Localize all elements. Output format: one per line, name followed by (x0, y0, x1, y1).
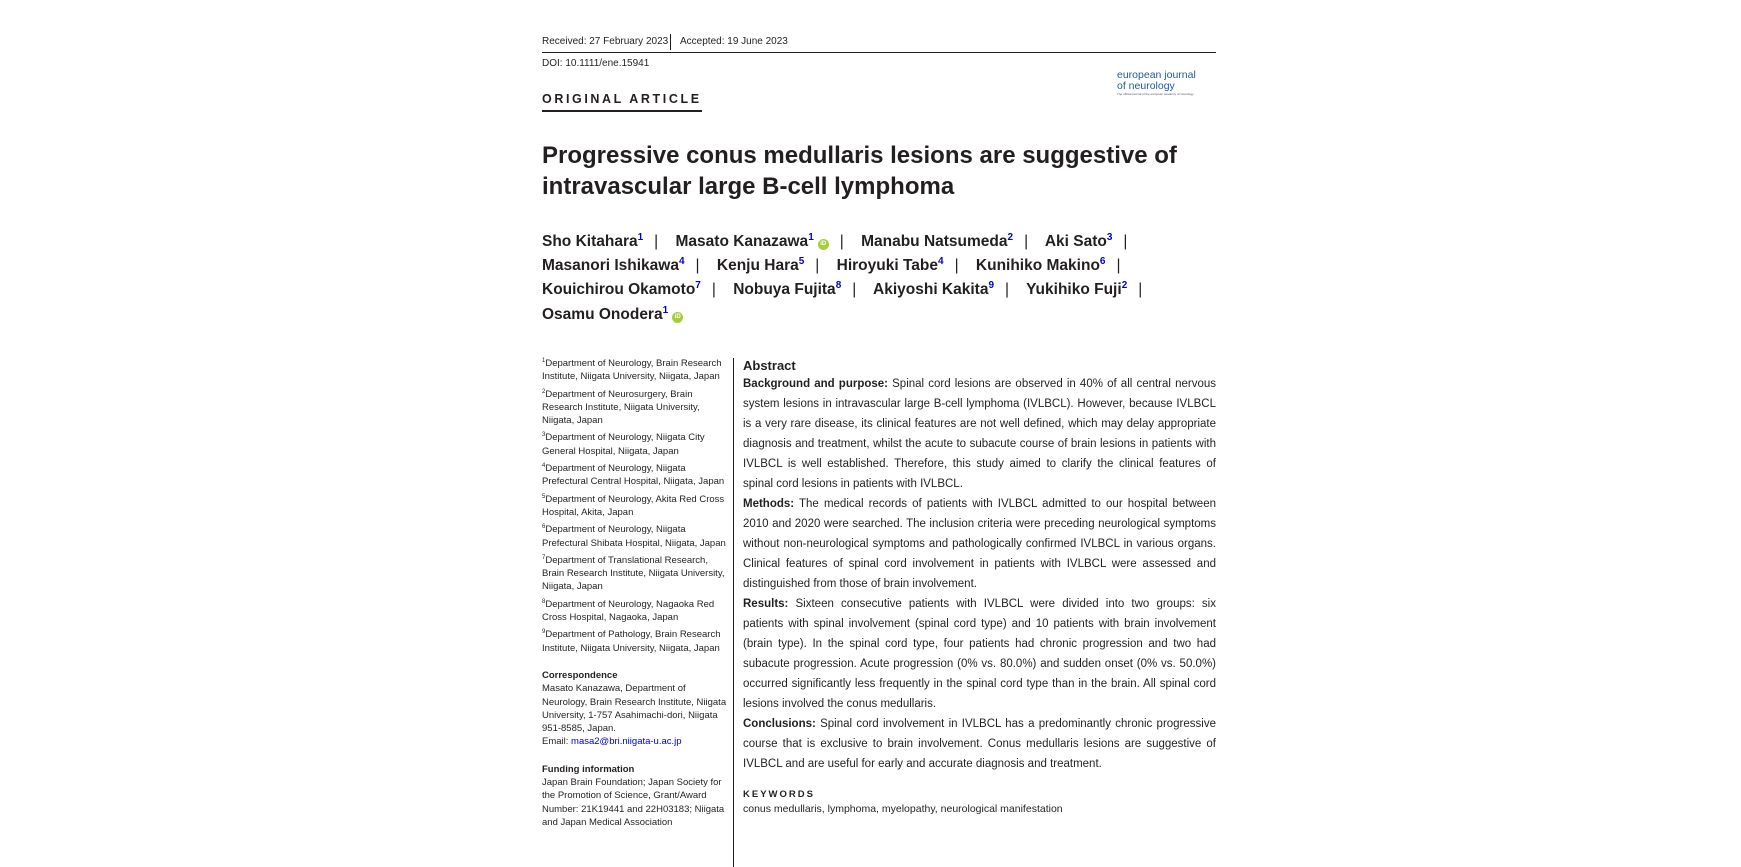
affiliation: $^5$Department of Neurology, Akita Red Cross Hospital, Akita, Japan (542, 493, 725, 518)
author[interactable]: Kunihiko Makino$^6$ (975, 256, 1106, 275)
author[interactable]: Osamu Onodera$^1$iD (542, 306, 683, 323)
article-info-column (542, 357, 727, 829)
author-separator: | (1123, 233, 1128, 250)
date-divider (670, 34, 671, 50)
author-list (542, 230, 1222, 327)
author-affiliation-ref[interactable]: 5 (798, 256, 805, 268)
author-separator: | (695, 257, 700, 275)
author-affiliation-ref[interactable]: 1 (808, 232, 814, 243)
received-accepted-bar (542, 34, 1216, 53)
author-affiliation-ref[interactable]: 4 (938, 256, 944, 268)
author[interactable]: Masanori Ishikawa$^4$ (542, 256, 685, 275)
author-separator: | (711, 281, 716, 299)
author[interactable]: Manabu Natsumeda$^2$ (861, 232, 1014, 250)
author-separator: | (815, 257, 820, 275)
author[interactable]: Sho Kitahara$^1$ (542, 232, 644, 250)
author-separator: | (839, 233, 844, 250)
author-affiliation-ref[interactable]: 2 (1121, 280, 1128, 292)
author-affiliation-ref[interactable]: 1 (662, 304, 669, 316)
orcid-icon[interactable]: iD (818, 239, 829, 250)
author-affiliation-ref[interactable]: 1 (637, 232, 644, 243)
author-separator: | (1005, 281, 1010, 299)
author[interactable]: Kenju Hara$^5$ (716, 256, 805, 275)
funding-text: Japan Brain Foundation; Japan Society for the Promotion of Science, Grant/Award Number: 21K19441 and 22H03183; Niigata and Japan Medical Association (542, 777, 725, 828)
author-separator: | (1138, 281, 1143, 299)
author[interactable]: Masato Kanazawa$^1$iD (676, 233, 829, 250)
author-affiliation-ref[interactable]: 2 (1007, 232, 1014, 243)
author[interactable]: Akiyoshi Kakita$^9$ (873, 280, 995, 299)
correspondence-email-line: Email: masa2@bri.niigata-u.ac.jp (542, 736, 682, 748)
author[interactable]: Yukihiko Fuji$^2$ (1026, 280, 1128, 299)
affiliation: $^3$Department of Neurology, Niigata City General Hospital, Niigata, Japan (542, 432, 705, 457)
author-affiliation-ref[interactable]: 3 (1106, 232, 1113, 243)
author-affiliation-ref[interactable]: 6 (1099, 256, 1106, 268)
affiliation: $^1$Department of Neurology, Brain Research Institute, Niigata University, Niigata, Japan (542, 358, 722, 383)
affiliation: $^4$Department of Neurology, Niigata Prefectural Central Hospital, Niigata, Japan (542, 463, 725, 488)
journal-name-line2: of neurology (1117, 80, 1175, 92)
affiliation: $^6$Department of Neurology, Niigata Prefectural Shibata Hospital, Niigata, Japan (542, 524, 726, 549)
keywords: conus medullaris, lymphoma, myelopathy, neurological manifestation (743, 803, 1063, 815)
author-separator: | (852, 281, 857, 299)
abstract-methods: Methods: The medical records of patients with IVLBCL admitted to our hospital between 2010 and 2020 were searched. The inclusion criteria were preceding neurological symptoms without non-neurological symptoms and pathologically confirmed IVLBCL in various organs. Clinical features of spinal cord involvement in patients with IVLBCL were assessed and distinguished from those of brain involvement. (743, 498, 1216, 590)
keywords-heading: KEYWORDS (743, 789, 815, 800)
funding-label: Funding information (542, 763, 635, 775)
abstract-conclusions: Conclusions: Spinal cord involvement in IVLBCL has a predominantly chronic progressive course that is exclusive to brain involvement. Conus medullaris lesions are suggestive of IVLBCL and are useful for early and accurate diagnosis and treatment. (743, 718, 1216, 770)
received-date: Received: 27 February 2023 (542, 36, 669, 47)
correspondence-label: Correspondence (542, 669, 618, 681)
journal-logo[interactable] (1117, 70, 1217, 100)
article-title: Progressive conus medullaris lesions are suggestive of intravascular large B-cell lymphoma (542, 142, 1177, 200)
author[interactable]: Hiroyuki Tabe$^4$ (836, 256, 944, 275)
doi[interactable]: DOI: 10.1111/ene.15941 (542, 58, 650, 69)
column-divider (733, 358, 734, 867)
accepted-date: Accepted: 19 June 2023 (680, 36, 788, 47)
abstract (743, 357, 1216, 816)
abstract-heading: Abstract (743, 358, 796, 373)
affiliation: $^7$Department of Translational Research, Brain Research Institute, Niigata University, Niigata, Japan (542, 554, 725, 593)
affiliation: $^2$Department of Neurosurgery, Brain Research Institute, Niigata University, Niigata, Japan (542, 388, 700, 427)
correspondence-text: Masato Kanazawa, Department of Neurology, Brain Research Institute, Niigata University, 1-757 Asahimachi-dori, Niigata 951-8585, Japan. (542, 683, 727, 735)
author-separator: | (954, 257, 959, 275)
journal-name-line1: european journal (1117, 69, 1196, 81)
affiliation: $^9$Department of Pathology, Brain Research Institute, Niigata University, Niigata, Japan (542, 629, 721, 654)
author[interactable]: Nobuya Fujita$^8$ (733, 280, 842, 299)
email-link[interactable]: masa2@bri.niigata-u.ac.jp (571, 736, 682, 748)
author-separator: | (654, 233, 659, 250)
journal-tagline: The official journal of the european academy of neurology (1117, 92, 1194, 96)
author-affiliation-ref[interactable]: 8 (835, 280, 842, 292)
affiliation: $^8$Department of Neurology, Nagaoka Red Cross Hospital, Nagaoka, Japan (542, 598, 715, 624)
author[interactable]: Aki Sato$^3$ (1044, 232, 1113, 250)
author-separator: | (1024, 233, 1029, 250)
abstract-background: Background and purpose: Spinal cord lesions are observed in 40% of all central nervous system lesions in intravascular large B-cell lymphoma (IVLBCL). However, because IVLBCL is a very rare disease, its clinical features are not well defined, which may delay appropriate diagnosis and treatment, whilst the acute to subacute course of brain lesions in patients with IVLBCL is well established. Therefore, this study aimed to clarify the clinical features of spinal cord lesions in patients with IVLBCL. (743, 378, 1217, 490)
author-affiliation-ref[interactable]: 9 (988, 280, 995, 292)
author-separator: | (1116, 257, 1121, 275)
author[interactable]: Kouichirou Okamoto$^7$ (542, 280, 701, 299)
orcid-icon[interactable]: iD (672, 312, 683, 323)
abstract-results: Results: Sixteen consecutive patients with IVLBCL were divided into two groups: six patients with spinal involvement (spinal cord type) and 10 patients with brain involvement (brain type). In the spinal cord type, four patients had chronic progression and two had subacute progression. Acute progression (0% vs. 80.0%) and sudden onset (0% vs. 50.0%) occurred significantly less frequently in the spinal cord type than in the brain. All spinal cord lesions involved the conus medullaris. (743, 598, 1216, 710)
author-affiliation-ref[interactable]: 7 (695, 280, 701, 292)
author-affiliation-ref[interactable]: 4 (678, 256, 685, 268)
article-type: ORIGINAL ARTICLE (542, 92, 702, 112)
